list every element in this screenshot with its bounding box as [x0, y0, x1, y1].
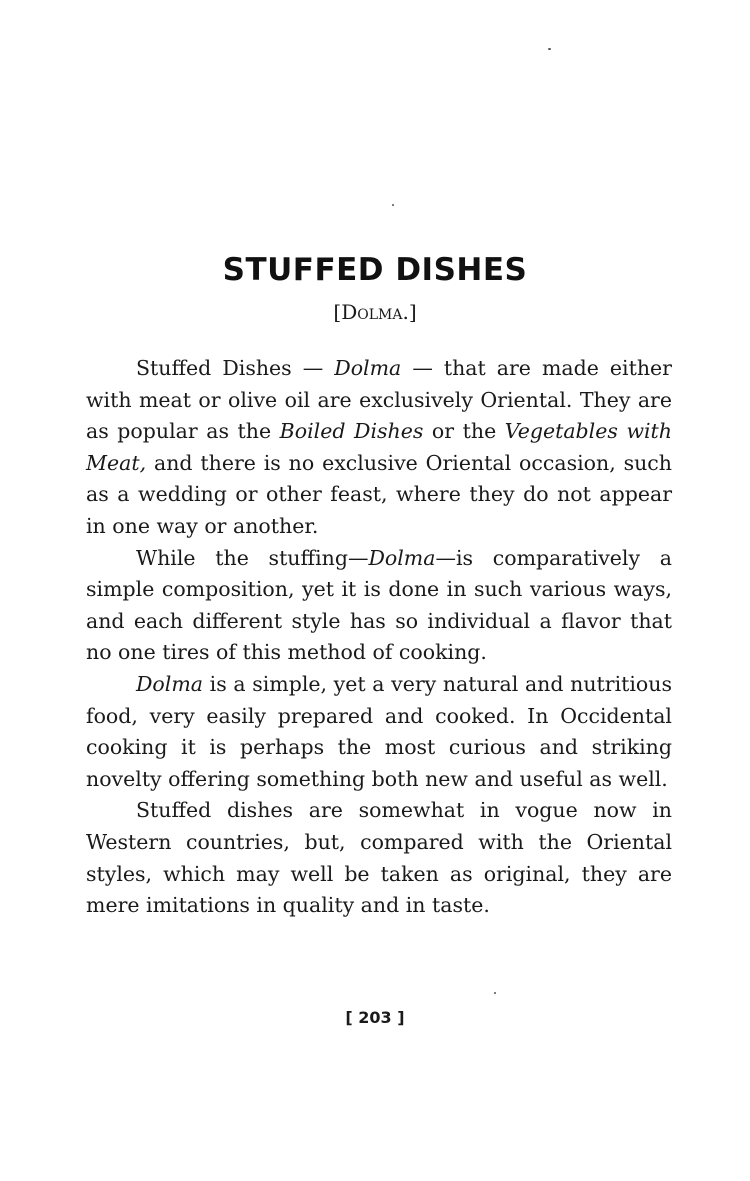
scan-speck: [548, 48, 551, 50]
subtitle-word: Dolma.: [341, 300, 409, 324]
page-number: [ 203 ]: [345, 1008, 405, 1027]
chapter-title: STUFFED DISHES: [222, 252, 528, 288]
text-run: is a simple, yet a very natural and nutritious food, very easily prepared and cooked. In Occidental cooking it is perhaps the most curious and striking novelty offering something both new and useful as well.: [86, 671, 672, 791]
italic-run: Dolma: [136, 671, 203, 696]
paragraph: [86, 669, 672, 795]
italic-run: Dolma: [368, 545, 436, 570]
chapter-subtitle: [0, 300, 750, 324]
text-run: and there is no exclusive Oriental occasion, such as a wedding or other feast, where they do not appear in one way or another.: [86, 450, 672, 538]
text-run: Stuffed Dishes —: [136, 356, 335, 380]
paragraph: [86, 353, 672, 543]
text-run: While the stuffing—: [136, 545, 369, 570]
scan-speck: [392, 204, 394, 206]
body-text: [86, 353, 672, 922]
italic-run: Vegetables with Meat,: [86, 419, 672, 475]
subtitle-open-bracket: [: [333, 300, 342, 324]
scan-speck: [494, 992, 496, 994]
paragraph: [86, 795, 672, 921]
text-run: Stuffed dishes are somewhat in vogue now in Western countries, but, compared with the Oriental styles, which may well be taken as original, they are mere imitations in quality and in taste.: [86, 798, 672, 918]
paragraph: [86, 543, 672, 669]
text-run: —is comparatively a simple composition, yet it is done in such various ways, and each different style has so individual a flavor that no one tires of this method of cooking.: [86, 545, 673, 665]
italic-run: Dolma: [334, 356, 402, 380]
subtitle-close-bracket: ]: [408, 300, 417, 324]
text-run: or the: [423, 419, 505, 444]
text-run: — that are made either with meat or olive oil are exclusively Oriental. They are as popular as the: [86, 356, 672, 444]
italic-run: Boiled Dishes: [279, 419, 424, 444]
